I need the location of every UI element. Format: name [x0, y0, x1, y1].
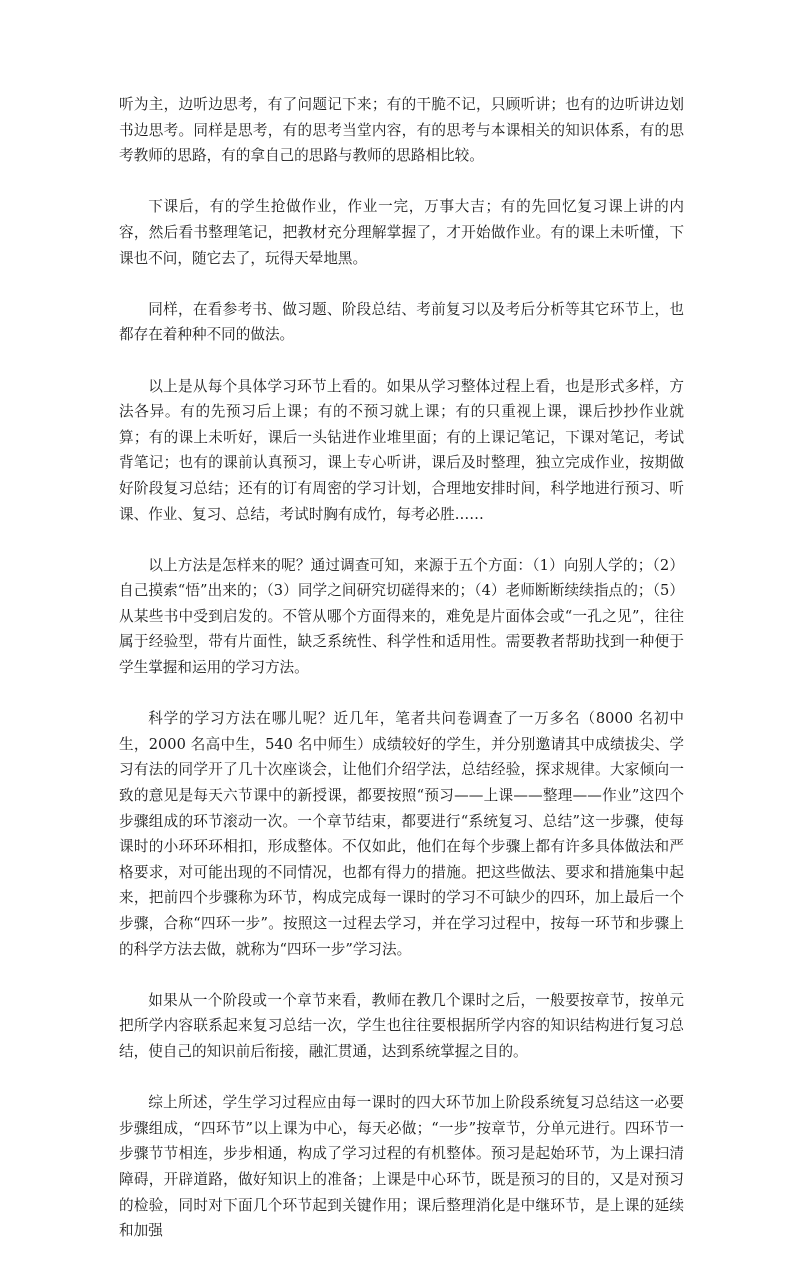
- paragraph-8: 综上所述，学生学习过程应由每一课时的四大环节加上阶段系统复习总结这一必要步骤组成，“四环节”以上课为中心，每天必做；“一步”按章节，分单元进行。四环节一步骤节节相连，步步相通，构成了学习过程的有机整体。预习是起始环节，为上课扫清障碍，开辟道路，做好知识上的准备；上课是中心环节，既是预习的目的，又是对预习的检验，同时对下面几个环节起到关键作用；课后整理消化是中继环节，是上课的延续和加强: [119, 1094, 684, 1240]
- paragraph-6: 科学的学习方法在哪儿呢？近几年，笔者共问卷调查了一万多名（8000 名初中生，2000 名高中生，540 名中师生）成绩较好的学生，并分别邀请其中成绩拔尖、学习有法的同学开了几十次座谈会，让他们介绍学法，总结经验，探求规律。大家倾向一致的意见是每天六节课中的新授课，都要按照“预习——上课——整理——作业”这四个步骤组成的环节滚动一次。一个章节结束，都要进行“系统复习、总结”这一步骤，使每课时的小环环环相扣，形成整体。不仅如此，他们在每个步骤上都有许多具体做法和严格要求，对可能出现的不同情况，也都有得力的措施。把这些做法、要求和措施集中起来，把前四个步骤称为环节，构成完成每一课时的学习不可缺少的四环，加上最后一个步骤，合称“四环一步”。按照这一过程去学习，并在学习过程中，按每一环节和步骤上的科学方法去做，就称为“四环一步”学习法。: [119, 710, 684, 958]
- paragraph-5: 以上方法是怎样来的呢？通过调查可知，来源于五个方面：（1）向别人学的；（2）自己摸索“悟”出来的；（3）同学之间研究切磋得来的；（4）老师断断续续指点的；（5）从某些书中受到启发的。不管从哪个方面得来的，难免是片面体会或“一孔之见”，往往属于经验型，带有片面性，缺乏系统性、科学性和适用性。需要教者帮助找到一种便于学生掌握和运用的学习方法。: [119, 556, 684, 677]
- paragraph-1: 听为主，边听边思考，有了问题记下来；有的干脆不记，只顾听讲；也有的边听讲边划书边思考。同样是思考，有的思考当堂内容，有的思考与本课相关的知识体系，有的思考教师的思路，有的拿自己的思路与教师的思路相比较。: [119, 96, 684, 165]
- paragraph-2: 下课后，有的学生抢做作业，作业一完，万事大吉；有的先回忆复习课上讲的内容，然后看书整理笔记，把教材充分理解掌握了，才开始做作业。有的课上未听懂，下课也不问，随它去了，玩得天晕地黑。: [119, 198, 684, 267]
- paragraph-3: 同样，在看参考书、做习题、阶段总结、考前复习以及考后分析等其它环节上，也都存在着种种不同的做法。: [119, 300, 684, 344]
- document-body: [119, 92, 684, 1269]
- paragraph-7: 如果从一个阶段或一个章节来看，教师在教几个课时之后，一般要按章节，按单元把所学内容联系起来复习总结一次，学生也往往要根据所学内容的知识结构进行复习总结，使自己的知识前后衔接，融汇贯通，达到系统掌握之目的。: [119, 991, 684, 1060]
- paragraph-4: 以上是从每个具体学习环节上看的。如果从学习整体过程上看，也是形式多样，方法各异。有的先预习后上课；有的不预习就上课；有的只重视上课，课后抄抄作业就算；有的课上未听好，课后一头钻进作业堆里面；有的上课记笔记，下课对笔记，考试背笔记；也有的课前认真预习，课上专心听讲，课后及时整理，独立完成作业，按期做好阶段复习总结；还有的订有周密的学习计划，合理地安排时间，科学地进行预习、听课、作业、复习、总结，考试时胸有成竹，每考必胜……: [119, 377, 684, 523]
